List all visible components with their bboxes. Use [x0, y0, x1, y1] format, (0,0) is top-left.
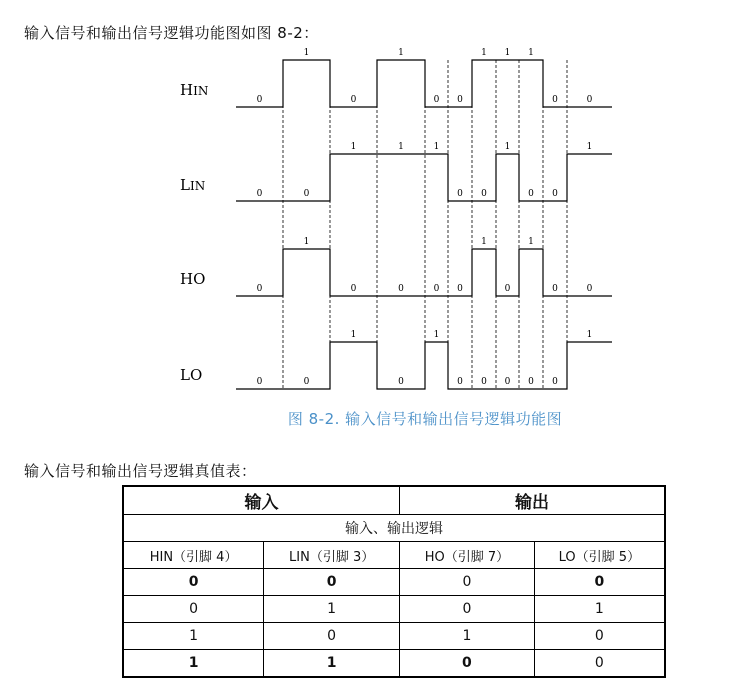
level-label: 0	[256, 95, 263, 105]
signal-label: HIN	[180, 81, 209, 99]
figure-caption: 图 8-2. 输入信号和输出信号逻辑功能图	[287, 410, 563, 428]
level-label: 1	[586, 330, 593, 340]
level-label: 1	[303, 237, 310, 247]
cell: 0	[534, 650, 665, 678]
level-label: 0	[481, 189, 487, 199]
col-lin: LIN（引脚 3）	[264, 542, 400, 569]
level-label: 0	[433, 95, 440, 105]
level-label: 0	[504, 284, 511, 294]
intro-text: 输入信号和输出信号逻辑功能图如图 8-2：	[24, 24, 319, 42]
table-row	[123, 596, 665, 623]
signal-label: LIN	[180, 176, 206, 194]
cell: 1	[534, 596, 665, 623]
signal-label: LO	[180, 366, 203, 384]
table-intro: 输入信号和输出信号逻辑真值表：	[24, 462, 257, 480]
level-label: 0	[256, 189, 263, 199]
cell: 1	[264, 596, 400, 623]
cell: 0	[534, 623, 665, 650]
cell: 0	[400, 650, 535, 678]
group-input-header: 输入	[123, 486, 400, 515]
cell: 0	[123, 596, 264, 623]
level-label: 0	[552, 95, 558, 105]
level-label: 1	[398, 142, 404, 152]
cell: 0	[123, 569, 264, 596]
level-label: 0	[528, 189, 534, 199]
level-label: 0	[457, 284, 463, 294]
level-label: 1	[350, 142, 357, 152]
cell: 0	[264, 623, 400, 650]
level-label: 0	[528, 377, 534, 387]
level-label: 0	[398, 377, 404, 387]
level-label: 0	[481, 377, 487, 387]
level-label: 1	[586, 142, 593, 152]
level-label: 0	[504, 377, 511, 387]
level-label: 1	[398, 48, 404, 58]
level-label: 0	[552, 284, 558, 294]
cell: 1	[400, 623, 535, 650]
table-row	[123, 569, 665, 596]
col-lo: LO（引脚 5）	[534, 542, 665, 569]
truth-table	[122, 485, 666, 678]
cell: 0	[534, 569, 665, 596]
level-label: 0	[457, 95, 463, 105]
col-hin: HIN（引脚 4）	[123, 542, 264, 569]
level-label: 1	[504, 142, 511, 152]
table-row	[123, 623, 665, 650]
level-label: 1	[528, 48, 534, 58]
subheader: 输入、输出逻辑	[123, 515, 665, 542]
level-label: 1	[528, 237, 534, 247]
cell: 1	[123, 623, 264, 650]
table-row	[123, 650, 665, 678]
level-label: 0	[552, 189, 558, 199]
cell: 1	[264, 650, 400, 678]
level-label: 1	[504, 48, 511, 58]
level-label: 1	[481, 48, 487, 58]
level-label: 1	[481, 237, 487, 247]
level-label: 0	[457, 377, 463, 387]
level-label: 0	[303, 377, 310, 387]
level-label: 1	[350, 330, 357, 340]
level-label: 0	[586, 284, 593, 294]
level-label: 1	[433, 330, 440, 340]
level-label: 0	[256, 377, 263, 387]
level-label: 1	[303, 48, 310, 58]
col-ho: HO（引脚 7）	[400, 542, 535, 569]
level-label: 0	[552, 377, 558, 387]
cell: 0	[400, 569, 535, 596]
level-label: 0	[457, 189, 463, 199]
level-label: 1	[433, 142, 440, 152]
level-label: 0	[256, 284, 263, 294]
cell: 0	[264, 569, 400, 596]
level-label: 0	[586, 95, 593, 105]
cell: 0	[400, 596, 535, 623]
level-label: 0	[350, 95, 357, 105]
cell: 1	[123, 650, 264, 678]
signal-label: HO	[180, 270, 206, 288]
level-label: 0	[303, 189, 310, 199]
level-label: 0	[398, 284, 404, 294]
group-output-header: 输出	[400, 486, 665, 515]
level-label: 0	[433, 284, 440, 294]
level-label: 0	[350, 284, 357, 294]
